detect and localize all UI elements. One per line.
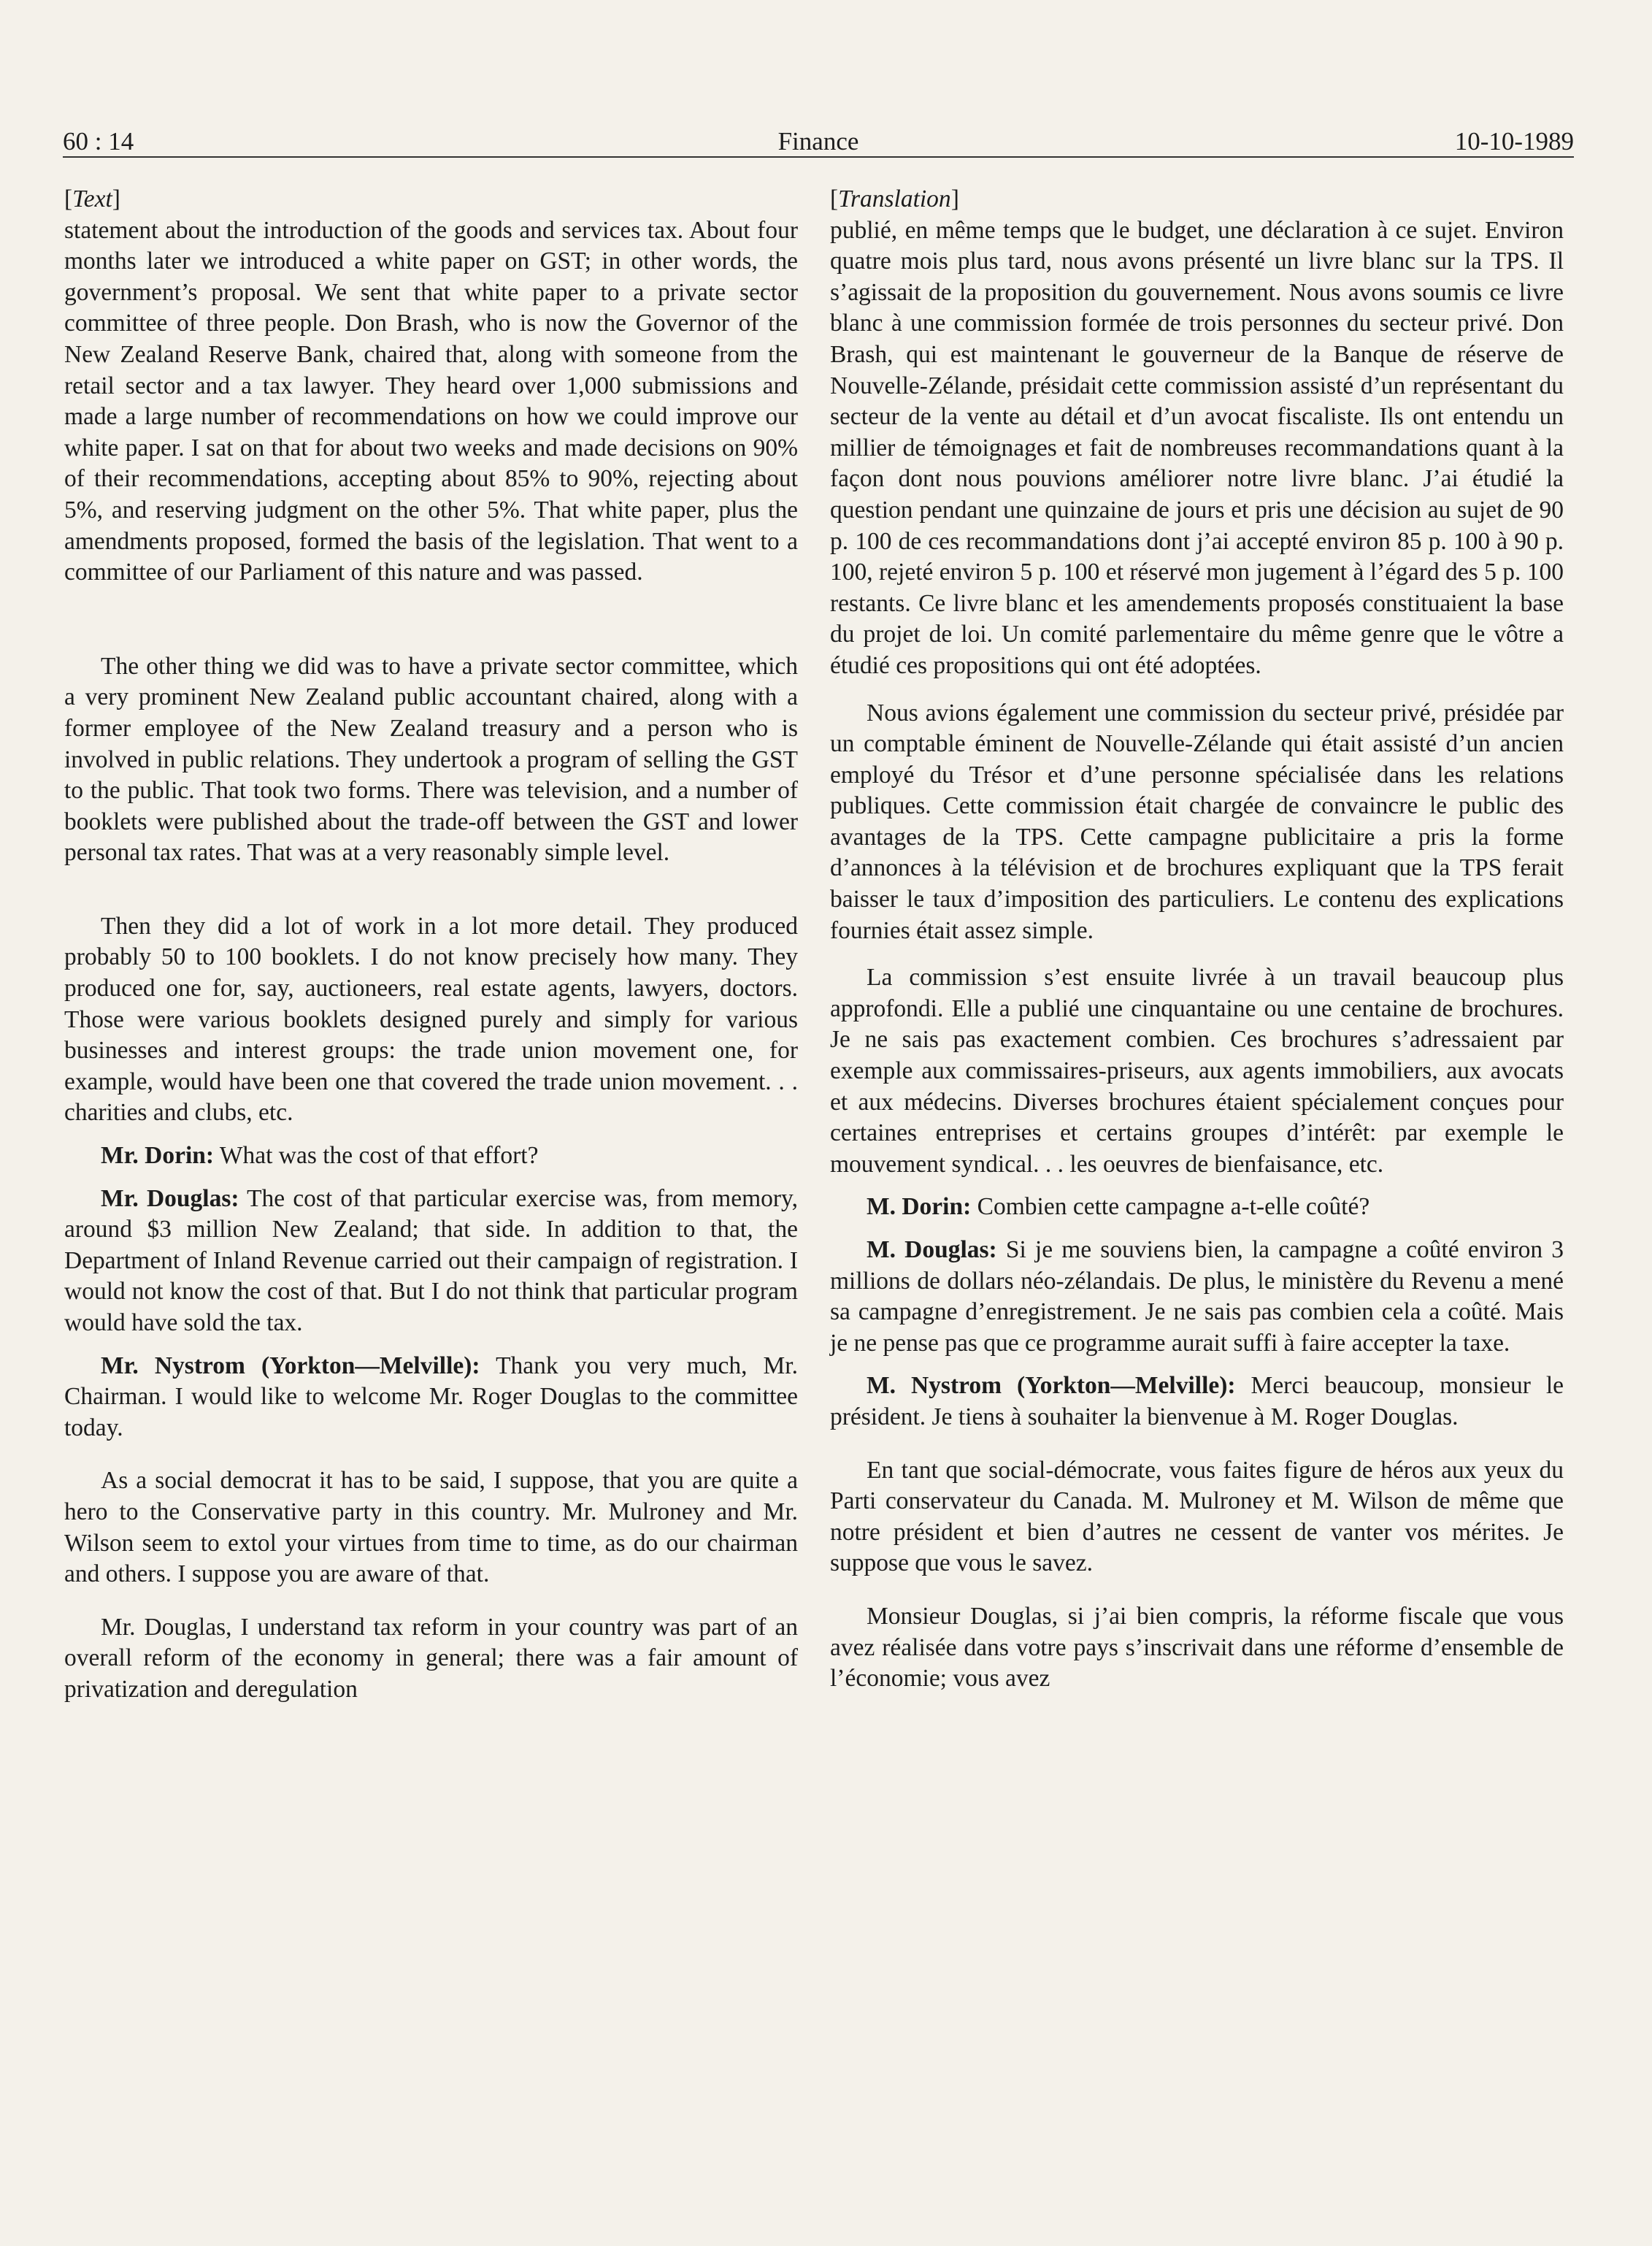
paragraph: As a social democrat it has to be said, I suppose, that you are quite a hero to the Conservative party in this country. Mr. Mulroney and Mr. Wilson seem to extol your virtues from time to time, as do our chairman and others. I suppose you are aware of that. — [64, 1467, 798, 1588]
paragraph: publié, en même temps que le budget, une déclaration à ce sujet. Environ quatre mois plus tard, nous avons présenté un livre blanc sur la TPS. Il s’agissait de la proposition du gouvernement. Nous avons soumis ce livre blanc à une commission formée de trois personnes du secteur privé. Don Brash, qui est maintenant le gouverneur de la Banque de réserve de Nouvelle-Zélande, présidait cette commission assisté d’un représentant du secteur de la vente au détail et d’un avocat fiscaliste. Ils ont entendu un millier de témoignages et fait de nombreuses recommandations quant à la façon dont nous pouvions améliorer notre livre blanc. J’ai étudié la question pendant une quinzaine de jours et pris une décision au sujet de 90 p. 100 de ces recommandations dont j’ai accepté environ 85 p. 100 à 90 p. 100, rejeté environ 5 p. 100 et réservé mon jugement à l’égard des 5 p. 100 restants. Ce livre blanc et les amendements proposés constituaient la base du projet de loi. Un comité parlementaire du même genre que le vôtre a étudié ces propositions qui ont été adoptées. — [830, 216, 1564, 679]
paragraph: Monsieur Douglas, si j’ai bien compris, la réforme fiscale que vous avez réalisée dans votre pays s’inscrivait dans une réforme d’ensemble de l’économie; vous avez — [830, 1602, 1564, 1693]
speaker-name: Mr. Dorin: — [101, 1142, 215, 1170]
speech-text: The cost of that particular exercise was, from memory, around $3 million New Zealand; that side. In addition to that, the Department of Inland Revenue carried out their campaign of registration. I would not know the cost of that. But I do not think that particular program would have sold the tax. — [64, 1184, 798, 1336]
speaker-name: M. Nystrom (Yorkton—Melville): — [867, 1372, 1236, 1400]
paragraph: Mr. Douglas, I understand tax reform in your country was part of an overall reform of the economy in general; there was a fair amount of privatization and deregulation — [64, 1613, 798, 1703]
page-title: Finance — [777, 127, 859, 156]
speech-dorin — [64, 1141, 798, 1172]
page-number: 60 : 14 — [63, 127, 134, 156]
column-label: [Text] — [64, 185, 120, 212]
speech-dorin — [830, 1192, 1564, 1223]
english-column — [64, 184, 798, 1706]
speech-text: Merci beaucoup, monsieur le président. Je tiens à souhaiter la bienvenue à M. Roger Douglas. — [830, 1372, 1564, 1430]
speaker-name: M. Douglas: — [867, 1236, 997, 1263]
speech-nystrom — [830, 1371, 1564, 1433]
speech-douglas — [64, 1184, 798, 1339]
paragraph: The other thing we did was to have a private sector committee, which a very prominent New Zealand public accountant chaired, along with a former employee of the New Zealand treasury and a person who is involved in public relations. They undertook a program of selling the GST to the public. That took two forms. There was television, and a number of booklets were published about the trade-off between the GST and lower personal tax rates. That was at a very reasonably simple level. — [64, 652, 798, 867]
speaker-name: Mr. Douglas: — [101, 1184, 239, 1212]
speech-nystrom — [64, 1351, 798, 1444]
header-rule — [63, 156, 1574, 158]
speech-text: Combien cette campagne a-t-elle coûté? — [977, 1193, 1370, 1221]
page-header — [63, 124, 1574, 159]
paragraph: Nous avions également une commission du secteur privé, présidée par un comptable éminent de Nouvelle-Zélande qui était assisté d’un ancien employé du Trésor et d’une personne spécialisée dans les relations publiques. Cette commission était chargée de convaincre le public des avantages de la TPS. Cette campagne publicitaire a pris la forme d’annonces à la télévision et de brochures expliquant que la TPS ferait baisser le taux d’imposition des particuliers. Le contenu des explications fournies était assez simple. — [830, 699, 1564, 944]
speech-text: Thank you very much, Mr. Chairman. I would like to welcome Mr. Roger Douglas to the committee today. — [64, 1352, 798, 1441]
speaker-name: Mr. Nystrom (Yorkton—Melville): — [101, 1352, 480, 1379]
paragraph: En tant que social-démocrate, vous faites figure de héros aux yeux du Parti conservateur du Canada. M. Mulroney et M. Wilson de même que notre président et bien d’autres ne cessent de vanter vos mérites. Je suppose que vous le savez. — [830, 1456, 1564, 1577]
speech-text: Si je me souviens bien, la campagne a coûté environ 3 millions de dollars néo-zélandais. De plus, le ministère du Revenu a mené sa campagne d’enregistrement. Je ne sais pas combien cela a coûté. Mais je ne pense pas que ce programme aurait suffi à faire accepter la taxe. — [830, 1236, 1564, 1357]
paragraph: statement about the introduction of the goods and services tax. About four months later we introduced a white paper on GST; in other words, the government’s proposal. We sent that white paper to a private sector committee of three people. Don Brash, who is now the Governor of the New Zealand Reserve Bank, chaired that, along with someone from the retail sector and a tax lawyer. They heard over 1,000 submissions and made a large number of recommendations on how we could improve our white paper. I sat on that for about two weeks and made decisions on 90% of their recommendations, accepting about 85% to 90%, rejecting about 5%, and reserving judgment on the other 5%. That white paper, plus the amendments proposed, formed the basis of the legislation. That went to a committee of our Parliament of this nature and was passed. — [64, 216, 798, 586]
speech-douglas — [830, 1235, 1564, 1359]
page-date: 10-10-1989 — [1454, 127, 1574, 156]
french-column — [830, 184, 1564, 1695]
column-label: [Translation] — [830, 185, 959, 212]
speech-text: What was the cost of that effort? — [219, 1142, 539, 1170]
speaker-name: M. Dorin: — [867, 1193, 972, 1221]
paragraph: Then they did a lot of work in a lot more detail. They produced probably 50 to 100 booklets. I do not know precisely how many. They produced one for, say, auctioneers, real estate agents, lawyers, doctors. Those were various booklets designed purely and simply for various businesses and interest groups: the trade union movement one, for example, would have been one that covered the trade union movement. . . charities and clubs, etc. — [64, 912, 798, 1127]
paragraph: La commission s’est ensuite livrée à un travail beaucoup plus approfondi. Elle a publié une cinquantaine ou une centaine de brochures. Je ne sais pas exactement combien. Ces brochures s’adressaient par exemple aux commissaires-priseurs, aux agents immobiliers, aux avocats et aux médecins. Diverses brochures étaient spécialement conçues pour certaines entreprises et certains groupes d’intérêt: par exemple le mouvement syndical. . . les oeuvres de bienfaisance, etc. — [830, 964, 1564, 1178]
